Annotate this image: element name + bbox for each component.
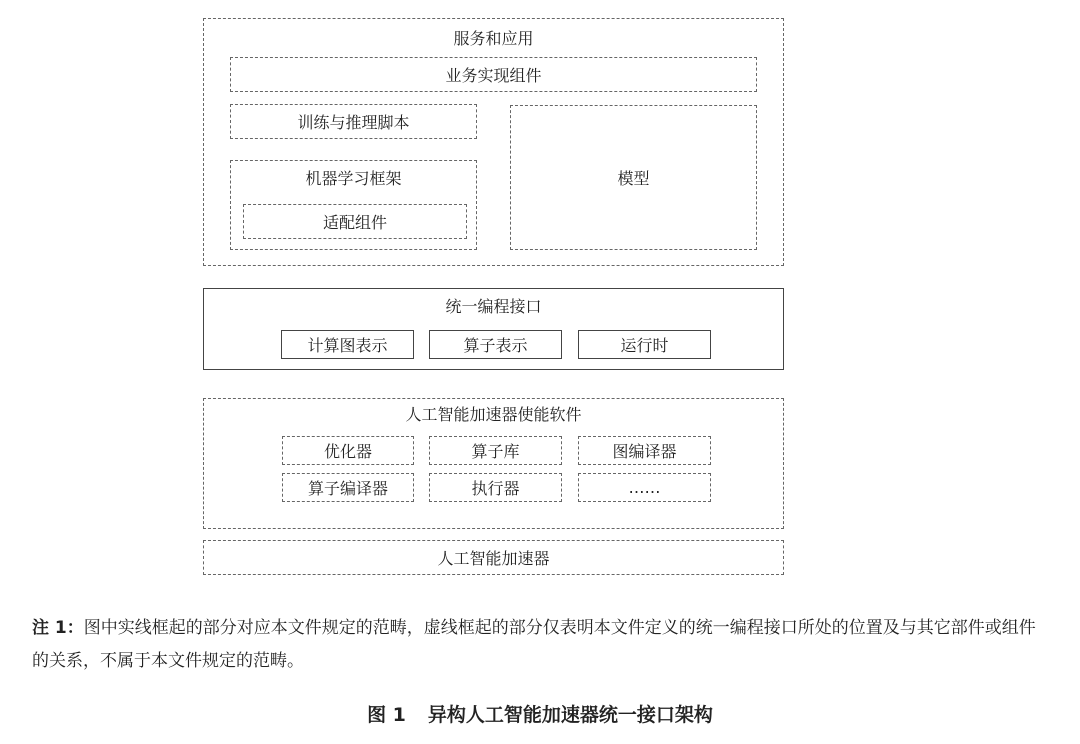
runtime-box <box>578 330 711 359</box>
business-component-box <box>230 57 757 92</box>
operator-library-label: 算子库 <box>471 442 520 461</box>
enabling-software-label: 人工智能加速器使能软件 <box>405 405 582 424</box>
graph-compiler-box <box>578 436 711 465</box>
ellipsis-label: …… <box>628 478 661 497</box>
note-prefix: 注 1： <box>32 618 84 638</box>
adapter-component-box <box>243 204 467 239</box>
executor-box <box>429 473 562 502</box>
adapter-component-label: 适配组件 <box>322 213 387 232</box>
operator-library-box <box>429 436 562 465</box>
business-component-label: 业务实现组件 <box>445 66 542 85</box>
operator-compiler-box <box>282 473 414 502</box>
operator-repr-box <box>429 330 562 359</box>
ml-framework-label: 机器学习框架 <box>305 169 402 188</box>
operator-compiler-label: 算子编译器 <box>307 479 388 498</box>
operator-repr-label: 算子表示 <box>463 336 528 355</box>
compute-graph-label: 计算图表示 <box>307 336 388 355</box>
optimizer-label: 优化器 <box>323 442 372 461</box>
runtime-label: 运行时 <box>620 336 669 355</box>
accelerator-box <box>203 540 784 575</box>
graph-compiler-label: 图编译器 <box>612 442 677 461</box>
accelerator-label: 人工智能加速器 <box>437 549 550 568</box>
training-scripts-label: 训练与推理脚本 <box>297 113 410 132</box>
figure-caption <box>0 700 1080 727</box>
ellipsis-box <box>578 473 711 502</box>
services-apps-label: 服务和应用 <box>453 29 534 48</box>
note-paragraph <box>32 612 1052 678</box>
model-box <box>510 105 757 250</box>
executor-label: 执行器 <box>471 479 520 498</box>
note-text: 图中实线框起的部分对应本文件规定的范畴，虚线框起的部分仅表明本文件定义的统一编程接口所处的位置及与其它部件或组件的关系，不属于本文件规定的范畴。 <box>32 618 1036 671</box>
figure-title: 异构人工智能加速器统一接口架构 <box>427 704 713 726</box>
model-label: 模型 <box>617 169 650 188</box>
optimizer-box <box>282 436 414 465</box>
training-scripts-box <box>230 104 477 139</box>
unified-api-label: 统一编程接口 <box>445 297 542 316</box>
compute-graph-box <box>281 330 414 359</box>
figure-number: 图 1 <box>367 704 406 726</box>
